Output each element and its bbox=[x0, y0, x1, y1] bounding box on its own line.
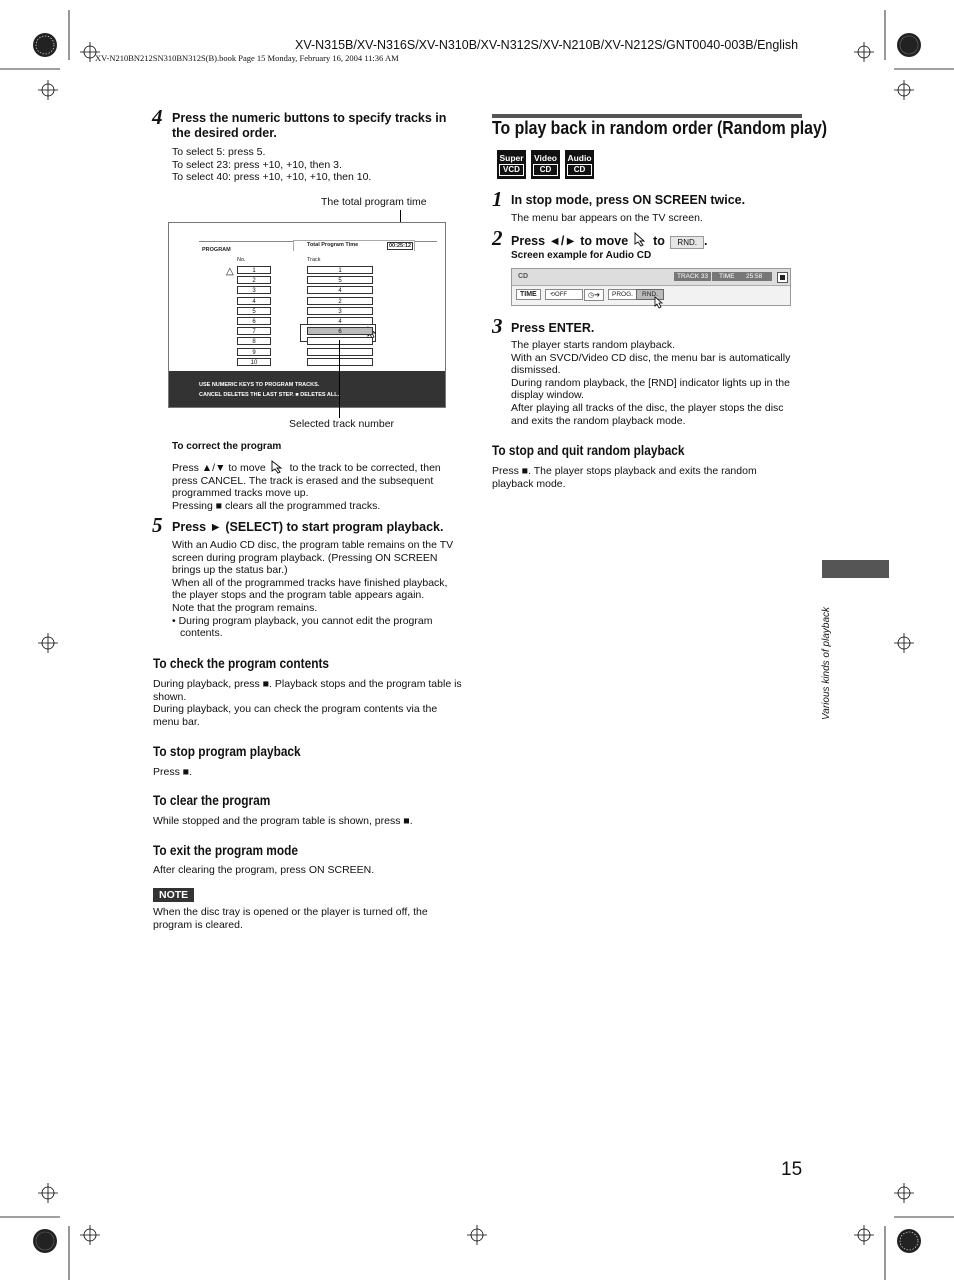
program-track-cell[interactable]: 4 bbox=[307, 317, 373, 325]
check-program-body bbox=[153, 678, 465, 728]
program-track-cell[interactable] bbox=[307, 358, 373, 366]
random-play-title: To play back in random order (Random play) bbox=[492, 118, 828, 138]
check-p1: During playback, press ■. Playback stops and the program table is shown. bbox=[153, 678, 462, 703]
program-footer bbox=[169, 371, 445, 407]
total-time-label: Total Program Time bbox=[307, 242, 359, 248]
step-4-line-2: To select 23: press +10, +10, then 3. bbox=[172, 158, 342, 171]
step-5-body bbox=[172, 539, 462, 640]
check-p2: During playback, you can check the program contents via the menu bar. bbox=[153, 703, 438, 728]
step-3-body bbox=[511, 339, 801, 427]
step-4-title: Press the numeric buttons to specify tracks in the desired order. bbox=[172, 111, 447, 140]
program-no-cell: 6 bbox=[237, 317, 271, 325]
step-3-p4: After playing all tracks of the disc, the player stops the disc and exits the random playback mode. bbox=[511, 401, 784, 427]
disc-icon-line-2: VCD bbox=[499, 164, 524, 176]
step-5-title: Press ► (SELECT) to start program playback. bbox=[172, 520, 444, 534]
repeat-button-label: OFF bbox=[555, 292, 568, 298]
menu-bar-screen bbox=[511, 268, 791, 306]
disc-icon-line-1: Super bbox=[499, 153, 524, 163]
stop-quit-random-body: Press ■. The player stops playback and exits the random playback mode. bbox=[492, 465, 757, 490]
rnd-button[interactable]: RND. bbox=[636, 289, 664, 300]
callout-selected-line bbox=[339, 340, 340, 418]
side-tab-marker bbox=[822, 560, 889, 578]
stop-program-body: Press ■. bbox=[153, 766, 193, 778]
step-2-title-b: to bbox=[653, 234, 665, 248]
correct-p1b: to the track to be corrected, then press CANCEL. The track is erased and the subsequent programmed tracks move up. bbox=[172, 462, 441, 500]
correct-program-title: To correct the program bbox=[172, 441, 282, 452]
repeat-button[interactable]: ⟲OFF bbox=[545, 289, 583, 300]
time-indicator-value: 25:58 bbox=[746, 273, 763, 280]
screen-example-label: Screen example for Audio CD bbox=[511, 250, 652, 261]
cursor-hand-icon bbox=[653, 296, 665, 310]
track-indicator: TRACK 33 bbox=[674, 272, 711, 281]
program-track-cell[interactable]: 3 bbox=[307, 307, 373, 315]
program-no-cell: 4 bbox=[237, 297, 271, 305]
correct-program-body bbox=[172, 460, 464, 512]
program-track-cell[interactable] bbox=[307, 337, 373, 345]
step-1-body: The menu bar appears on the TV screen. bbox=[511, 212, 703, 224]
stop-indicator bbox=[777, 272, 788, 283]
step-3-p3: During random playback, the [RND] indicator lights up in the display window. bbox=[511, 376, 790, 402]
disc-icon bbox=[497, 150, 526, 179]
exit-program-title: To exit the program mode bbox=[153, 843, 299, 858]
program-no-cell: 3 bbox=[237, 286, 271, 294]
step-5-p3: Note that the program remains. bbox=[172, 601, 318, 614]
selected-track-cell[interactable]: 6 bbox=[307, 327, 373, 335]
page-number: 15 bbox=[781, 1159, 803, 1180]
step-2-title bbox=[511, 232, 707, 250]
program-screen bbox=[168, 222, 446, 408]
step-5-p1: With an Audio CD disc, the program table remains on the TV screen during program playback. (Pressing ON SCREEN brings up the status bar.) bbox=[172, 539, 454, 577]
program-track-cell[interactable]: 2 bbox=[307, 297, 373, 305]
step-2-title-a: Press ◄/► to move bbox=[511, 234, 629, 248]
disc-icon-line-2: CD bbox=[533, 164, 558, 176]
time-button[interactable]: TIME bbox=[516, 289, 541, 300]
program-tab-label: PROGRAM bbox=[202, 247, 231, 253]
step-5-bullet: • During program playback, you cannot edit the program contents. bbox=[172, 614, 433, 640]
program-no-cell: 7 bbox=[237, 327, 271, 335]
time-indicator-label: TIME bbox=[719, 273, 735, 280]
check-program-title: To check the program contents bbox=[153, 656, 330, 671]
step-2-number: 2 bbox=[492, 226, 503, 250]
step-4-number: 4 bbox=[152, 105, 163, 129]
cursor-hand-icon bbox=[632, 232, 650, 248]
ab-repeat-button[interactable]: ◷➔ bbox=[584, 289, 604, 301]
program-no-cell: 5 bbox=[237, 307, 271, 315]
step-5-number: 5 bbox=[152, 513, 163, 537]
step-5-bullet-text: During program playback, you cannot edit the program contents. bbox=[178, 614, 433, 640]
program-track-cell[interactable]: 5 bbox=[307, 276, 373, 284]
disc-icon-line-2: CD bbox=[567, 164, 592, 176]
exit-program-body: After clearing the program, press ON SCREEN. bbox=[153, 864, 375, 876]
program-panel bbox=[199, 241, 437, 390]
disc-type-label: CD bbox=[518, 273, 529, 280]
program-no-cell: 10 bbox=[237, 358, 271, 366]
side-tab-label: Various kinds of playback bbox=[821, 606, 832, 720]
program-track-cell[interactable] bbox=[307, 348, 373, 356]
correct-p2: Pressing ■ clears all the programmed tracks. bbox=[172, 499, 381, 512]
total-time-value: 00:25:12 bbox=[389, 243, 412, 249]
note-body: When the disc tray is opened or the player is turned off, the program is cleared. bbox=[153, 906, 428, 931]
column-track-label: Track bbox=[307, 257, 321, 263]
program-no-cell: 9 bbox=[237, 348, 271, 356]
program-no-cell: 1 bbox=[237, 266, 271, 274]
step-5-p2: When all of the programmed tracks have finished playback, the player stops and the program table appears again. bbox=[172, 576, 448, 602]
cursor-hand-icon bbox=[269, 460, 287, 474]
disc-icon bbox=[565, 150, 594, 179]
column-no-label: No. bbox=[237, 257, 246, 263]
stop-program-title: To stop program playback bbox=[153, 744, 301, 759]
program-no-cell: 2 bbox=[237, 276, 271, 284]
program-track-cell[interactable]: 1 bbox=[307, 266, 373, 274]
clear-program-body: While stopped and the program table is shown, press ■. bbox=[153, 815, 413, 827]
clear-program-title: To clear the program bbox=[153, 793, 271, 808]
step-3-p2: With an SVCD/Video CD disc, the menu bar is automatically dismissed. bbox=[511, 351, 791, 377]
step-4-body bbox=[172, 146, 462, 184]
step-3-number: 3 bbox=[492, 314, 503, 338]
callout-total-time: The total program time bbox=[321, 196, 427, 208]
callout-selected-track: Selected track number bbox=[289, 418, 395, 430]
step-3-p1: The player starts random playback. bbox=[511, 339, 675, 351]
header-book-line: XV-N210BN212SN310BN312S(B).book Page 15 Monday, February 16, 2004 11:36 AM bbox=[95, 53, 399, 63]
disc-icon-line-1: Video bbox=[534, 153, 557, 163]
correct-p1a: Press ▲/▼ to move bbox=[172, 462, 266, 474]
step-4-line-1: To select 5: press 5. bbox=[172, 146, 266, 158]
step-1-number: 1 bbox=[492, 187, 503, 211]
disc-icon bbox=[531, 150, 560, 179]
program-footer-line-1: USE NUMERIC KEYS TO PROGRAM TRACKS. bbox=[199, 382, 320, 388]
scroll-up-icon: △ bbox=[226, 266, 234, 277]
program-footer-line-2: CANCEL DELETES THE LAST STEP. ■ DELETES ALL. bbox=[199, 392, 340, 398]
step-2-title-c: . bbox=[703, 234, 708, 248]
note-badge: NOTE bbox=[153, 888, 194, 902]
step-1-title: In stop mode, press ON SCREEN twice. bbox=[511, 193, 746, 207]
disc-icon-line-1: Audio bbox=[567, 153, 592, 163]
step-3-title: Press ENTER. bbox=[511, 321, 595, 335]
header-model-line: XV-N315B/XV-N316S/XV-N310B/XV-N312S/XV-N210B/XV-N212S/GNT0040-003B/English bbox=[295, 38, 799, 52]
program-track-cell[interactable]: 4 bbox=[307, 286, 373, 294]
stop-quit-random-title: To stop and quit random playback bbox=[492, 443, 685, 458]
prog-button[interactable]: PROG. bbox=[608, 289, 637, 300]
rnd-button-inline: RND. bbox=[670, 236, 704, 249]
program-no-cell: 8 bbox=[237, 337, 271, 345]
step-4-line-3: To select 40: press +10, +10, +10, then 10. bbox=[172, 171, 372, 184]
